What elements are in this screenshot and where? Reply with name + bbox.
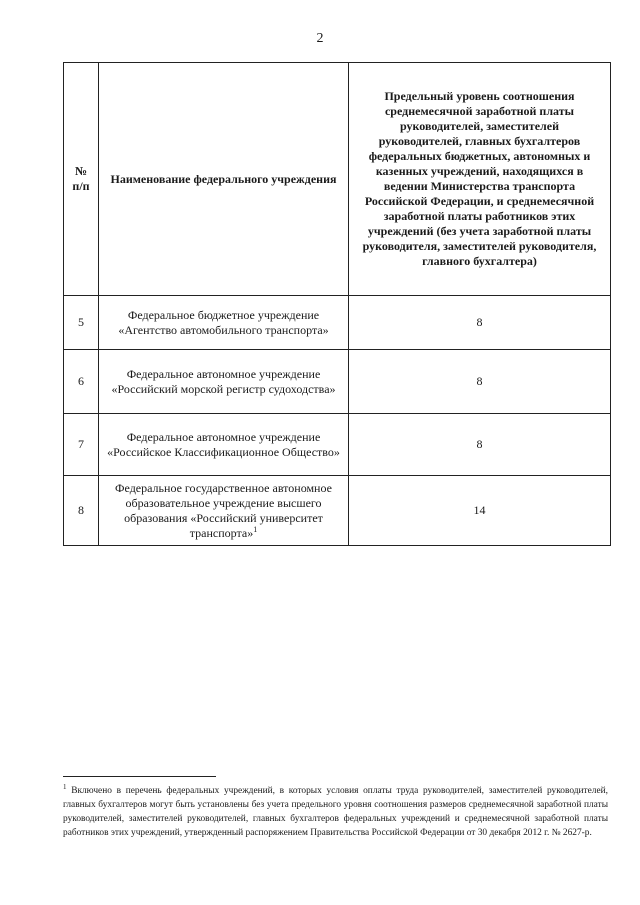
page-number: 2 bbox=[316, 31, 324, 46]
header-number: № п/п bbox=[64, 63, 99, 296]
table-row bbox=[64, 414, 611, 476]
institutions-table bbox=[63, 62, 611, 546]
header-salary-ratio: Предельный уровень соотношения среднемесячной заработной платы руководителей, заместителей руководителей, главных бухгалтеров федеральных бюджетных, автономных и казенных учреждений, находящихся в ведении Министерства транспорта Российской Федерации, и среднемесячной заработной платы работников этих учреждений (без учета заработной платы руководителя, заместителей руководителя, главного бухгалтера) bbox=[349, 63, 611, 296]
row-institution-name: Федеральное автономное учреждение «Российский морской регистр судоходства» bbox=[99, 350, 349, 414]
row-ratio: 14 bbox=[349, 476, 611, 546]
table-row bbox=[64, 350, 611, 414]
footnote-separator bbox=[63, 776, 216, 777]
row-ratio: 8 bbox=[349, 350, 611, 414]
row-ratio: 8 bbox=[349, 296, 611, 350]
row-number: 7 bbox=[64, 414, 99, 476]
table-row bbox=[64, 296, 611, 350]
table-header-row bbox=[64, 63, 611, 296]
footnote bbox=[63, 784, 608, 840]
row-number: 6 bbox=[64, 350, 99, 414]
row-institution-name: Федеральное бюджетное учреждение «Агентство автомобильного транспорта» bbox=[99, 296, 349, 350]
table-row bbox=[64, 476, 611, 546]
row-number: 8 bbox=[64, 476, 99, 546]
footnote-reference: 1 bbox=[253, 524, 258, 534]
footnote-text: Включено в перечень федеральных учреждений, в которых условия оплаты труда руководителей, заместителей руководителей, главных бухгалтеров могут быть установлены без учета предельного уровня соотношения размеров среднемесячной заработной платы руководителей, заместителей руководителей, главных бухгалтеров федеральных учреждений и среднемесячной заработной платы работников этих учреждений, утвержденный распоряжением Правительства Российской Федерации от 30 декабря 2012 г. № 2627-р. bbox=[63, 786, 609, 838]
row-institution-name-cell bbox=[99, 476, 349, 546]
footnote-mark: 1 bbox=[63, 782, 67, 791]
row-number: 5 bbox=[64, 296, 99, 350]
row-institution-name: Федеральное автономное учреждение «Российское Классификационное Общество» bbox=[99, 414, 349, 476]
row-institution-name: Федеральное государственное автономное образовательное учреждение высшего образования «Российский университет транспорта» bbox=[115, 480, 332, 540]
header-institution-name: Наименование федерального учреждения bbox=[99, 63, 349, 296]
row-ratio: 8 bbox=[349, 414, 611, 476]
